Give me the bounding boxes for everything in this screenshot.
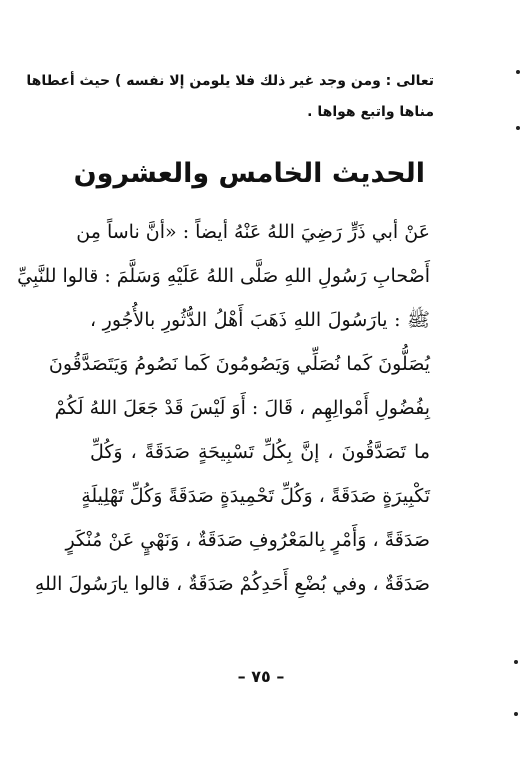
- hadith-title: الحديث الخامس والعشرون: [73, 158, 425, 189]
- hadith-line: ما تَصَدَّقُونَ ، إنَّ بِكُلِّ تَسْبِيحَةٍ صَدَقَةً ، وَكُلِّ: [90, 441, 430, 463]
- page-number: – ٧٥ –: [237, 667, 285, 686]
- hadith-line: ﷺ : يارَسُولَ اللهِ ذَهَبَ أَهْلُ الدُّثُورِ بالأُجُورِ ،: [90, 309, 430, 331]
- scan-speck: [516, 126, 520, 130]
- hadith-line: يُصَلُّونَ كَما نُصَلِّي وَيَصُومُونَ كَما نَصُومُ وَيَتَصَدَّقُونَ: [48, 353, 430, 375]
- hadith-line: صَدَقَةً ، وَأَمْرٍ بِالمَعْرُوفِ صَدَقَةٌ ، وَنَهْيٍ عَنْ مُنْكَرٍ: [65, 529, 430, 551]
- intro-line: تعالى : ومن وجد غير ذلك فلا يلومن إلا نفسه ) حيث أعطاها: [26, 73, 434, 89]
- hadith-line: بِفُضُولِ أَمْوالِهِم ، قَالَ : أَوَ لَيْسَ قَدْ جَعَلَ اللهُ لَكُمْ: [54, 397, 430, 419]
- hadith-text: [17, 210, 430, 606]
- hadith-line: عَنْ أبي ذَرٍّ رَضِيَ اللهُ عَنْهُ أيضاً : «أنَّ ناساً مِن: [76, 221, 430, 243]
- scan-speck: [514, 660, 518, 664]
- hadith-line: أَصْحابِ رَسُولِ اللهِ صَلَّى اللهُ عَلَيْهِ وَسَلَّمَ : قالوا للنَّبِيِّ: [17, 265, 430, 287]
- intro-paragraph: [26, 66, 434, 128]
- hadith-line: صَدَقَةٌ ، وفي بُضْعِ أَحَدِكُمْ صَدَقَةٌ ، قالوا يارَسُولَ اللهِ: [34, 573, 430, 595]
- scan-speck: [514, 712, 518, 716]
- scan-speck: [516, 70, 520, 74]
- hadith-line: تَكْبِيرَةٍ صَدَقَةً ، وَكُلِّ تَحْمِيدَةٍ صَدَقَةً وَكُلِّ تَهْلِيلَةٍ: [81, 485, 430, 507]
- intro-line: مناها واتبع هواها .: [307, 104, 434, 120]
